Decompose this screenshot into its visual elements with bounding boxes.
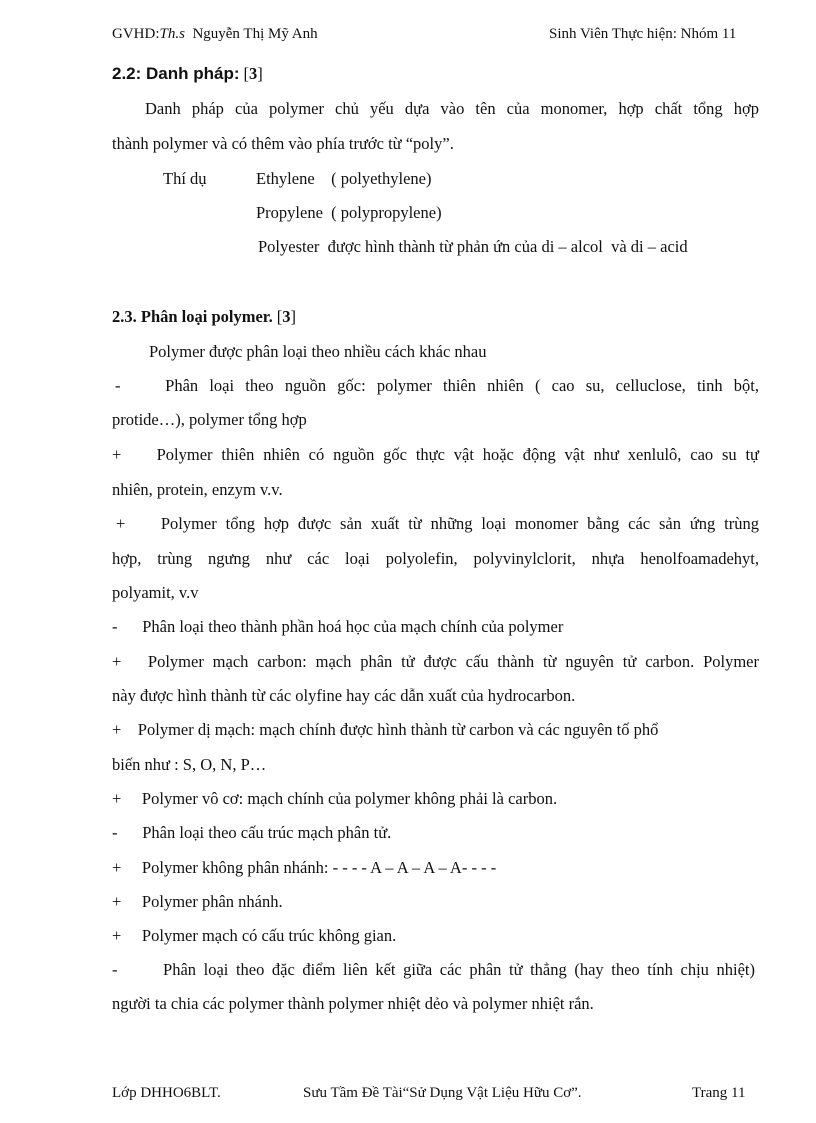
header-title: Th.s — [159, 26, 185, 42]
line-10: này được hình thành từ các olyfine hay các dẫn xuất của hydrocarbon. — [112, 686, 576, 705]
line-4: nhiên, protein, enzym v.v. — [112, 480, 283, 499]
section-23-heading — [112, 307, 296, 327]
line-6: hợp, trùng ngưng như các loại polyolefin, polyvinylclorit, nhựa henolfoamadehyt, — [112, 549, 759, 568]
heading-text: 2.2: Danh pháp: — [112, 64, 240, 83]
ref-number: 3 — [249, 64, 258, 83]
line-1: - Phân loại theo nguồn gốc: polymer thiên nhiên ( cao su, celluclose, tinh bột, — [115, 376, 759, 395]
header-left — [112, 26, 318, 43]
line-9: + Polymer mạch carbon: mạch phân tử được cấu thành từ nguyên tử carbon. Polymer — [112, 652, 759, 671]
footer-left: Lớp DHHO6BLT. — [112, 1085, 221, 1101]
line-5: + Polymer tổng hợp được sản xuất từ những loại monomer bằng các sản ứng trùng — [116, 514, 759, 533]
header-prefix: GVHD: — [112, 26, 160, 42]
footer-page-number: Trang 11 — [692, 1085, 746, 1101]
section-22-heading — [112, 64, 263, 84]
ref-bracket-close: ] — [257, 64, 263, 83]
ref-bracket-close: ] — [290, 307, 296, 326]
line-19: người ta chia các polymer thành polymer nhiệt dẻo và polymer nhiệt rắn. — [112, 994, 594, 1013]
line-8: - Phân loại theo thành phần hoá học của mạch chính của polymer — [112, 617, 564, 636]
heading-text: 2.3. Phân loại polymer. — [112, 307, 273, 326]
example-3: Polyester được hình thành từ phản ứn của di – alcol và di – acid — [258, 237, 688, 256]
line-3: + Polymer thiên nhiên có nguồn gốc thực vật hoặc động vật như xenlulô, cao su tự — [112, 445, 759, 464]
example-label: Thí dụ — [163, 169, 207, 188]
line-7: polyamit, v.v — [112, 583, 199, 602]
header-author: Nguyễn Thị Mỹ Anh — [192, 26, 318, 42]
example-2: Propylene ( polypropylene) — [256, 203, 442, 222]
line-0: Polymer được phân loại theo nhiều cách khác nhau — [149, 342, 487, 361]
ref-bracket-open: [ — [243, 64, 250, 83]
header-right: Sinh Viên Thực hiện: Nhóm 11 — [549, 26, 737, 42]
line-16: + Polymer phân nhánh. — [112, 892, 283, 911]
line-17: + Polymer mạch có cấu trúc không gian. — [112, 926, 397, 945]
line-14: - Phân loại theo cấu trúc mạch phân tử. — [112, 823, 392, 842]
ref-number: 3 — [282, 307, 291, 326]
line-13: + Polymer vô cơ: mạch chính của polymer không phải là carbon. — [112, 789, 558, 808]
ref-bracket-open: [ — [276, 307, 283, 326]
example-1: Ethylene ( polyethylene) — [256, 169, 432, 188]
line-12: biến như : S, O, N, P… — [112, 755, 267, 774]
footer-center: Sưu Tầm Đề Tài“Sử Dụng Vật Liệu Hữu Cơ”. — [303, 1085, 582, 1101]
para-22-line1: Danh pháp của polymer chủ yếu dựa vào tên của monomer, hợp chất tổng hợp — [145, 99, 759, 118]
para-22-line2: thành polymer và có thêm vào phía trước từ “poly”. — [112, 134, 454, 153]
line-15: + Polymer không phân nhánh: - - - - A – A – A – A- - - - — [112, 858, 497, 877]
line-11: + Polymer dị mạch: mạch chính được hình thành từ carbon và các nguyên tố phổ — [112, 720, 659, 739]
line-18: - Phân loại theo đặc điểm liên kết giữa các phân tử thẳng (hay theo tính chịu nhiệt) — [112, 960, 755, 979]
line-2: protide…), polymer tổng hợp — [112, 410, 307, 429]
